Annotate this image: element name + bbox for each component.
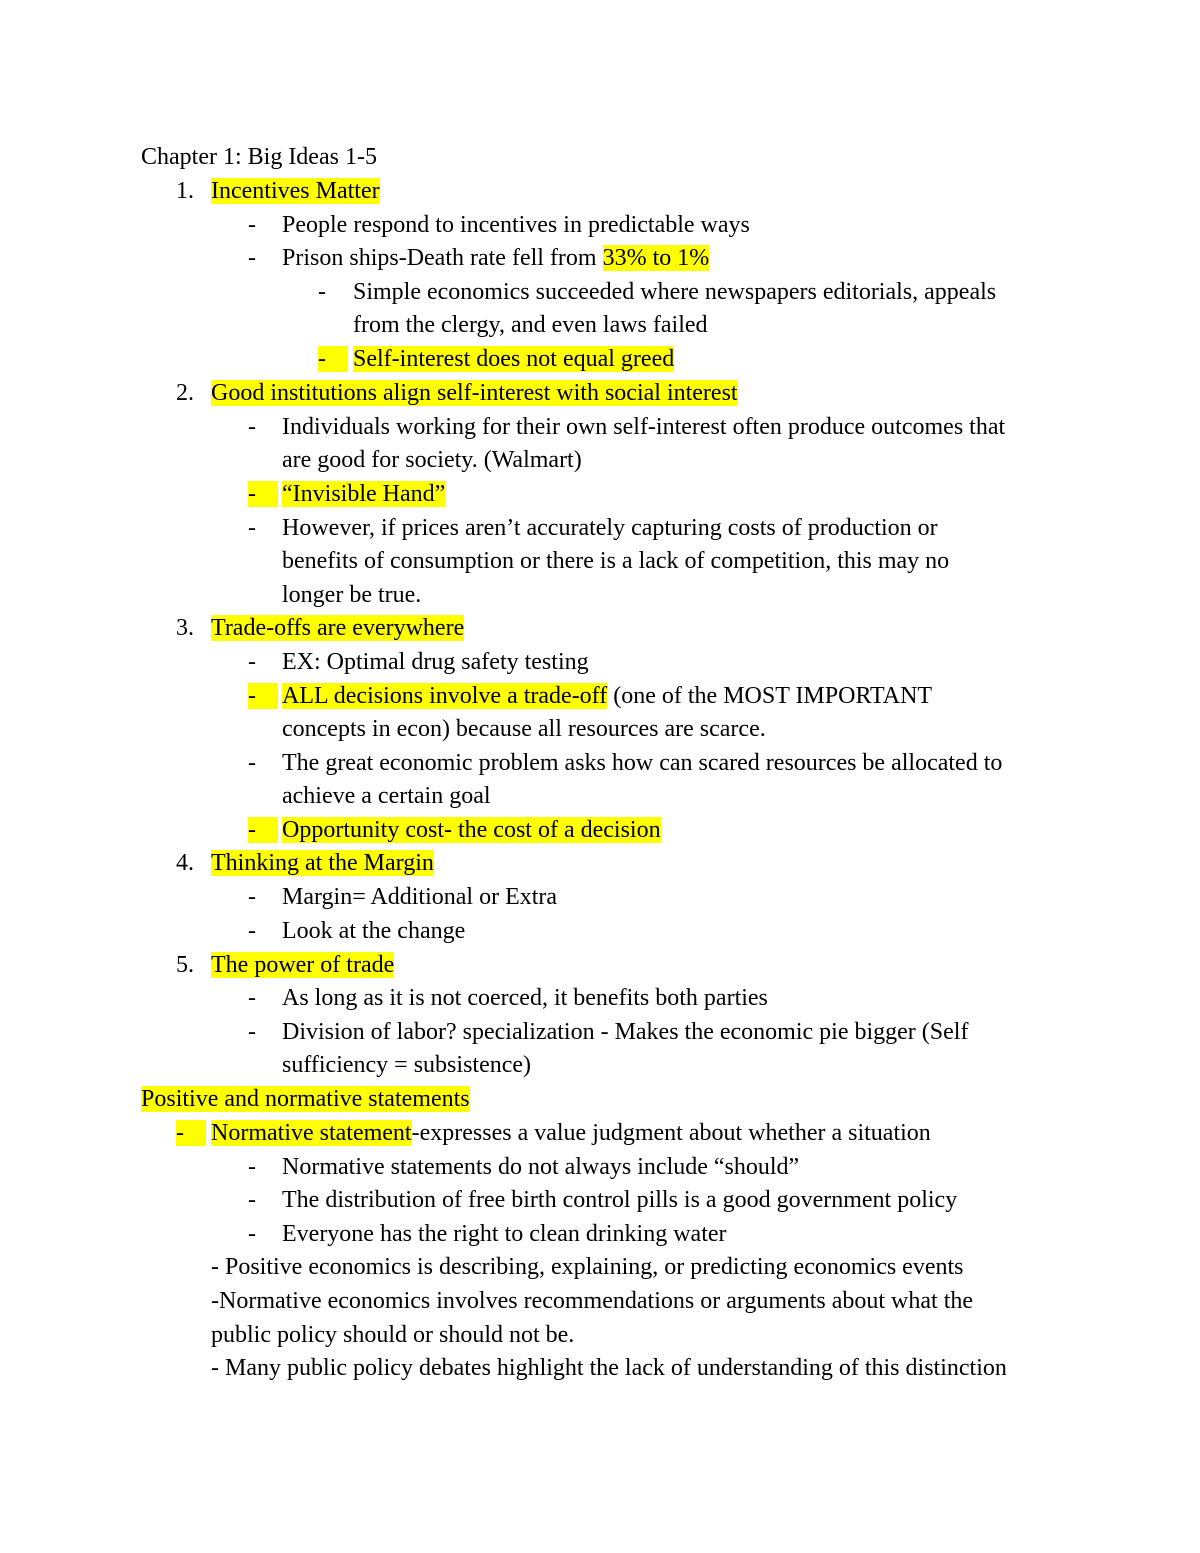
- idea-1-subpoint-2: [353, 345, 674, 373]
- idea-2-point-1-cont: are good for society. (Walmart): [282, 447, 582, 473]
- bullet-marker: -: [318, 279, 326, 305]
- page-title: Chapter 1: Big Ideas 1-5: [141, 144, 377, 170]
- bullet-marker: -: [248, 884, 256, 910]
- normative-economics-note-cont: public policy should or should not be.: [211, 1322, 575, 1348]
- normative-economics-note: -Normative economics involves recommendations or arguments about what the: [211, 1288, 974, 1314]
- idea-1-heading: [211, 177, 380, 205]
- opportunity-cost-highlight: Opportunity cost- the cost of a decision: [282, 817, 661, 843]
- bullet-marker: -: [248, 750, 256, 776]
- bullet-marker: -: [248, 649, 256, 675]
- idea-5-heading-text: The power of trade: [211, 952, 395, 978]
- death-rate-highlight: 33% to 1%: [602, 245, 710, 271]
- idea-3-point-2-cont: concepts in econ) because all resources are scarce.: [282, 716, 766, 742]
- idea-2-number: 2.: [176, 380, 194, 406]
- invisible-hand-highlight: “Invisible Hand”: [282, 481, 446, 507]
- idea-5-point-2-cont: sufficiency = subsistence): [282, 1052, 532, 1078]
- bullet-marker: -: [248, 1154, 256, 1180]
- idea-3-point-3-cont: achieve a certain goal: [282, 783, 491, 809]
- idea-4-point-2: Look at the change: [282, 918, 466, 944]
- section-heading: [141, 1085, 470, 1113]
- bullet-marker: [248, 816, 278, 844]
- bullet-marker-highlight: -: [318, 346, 348, 372]
- self-interest-highlight: Self-interest does not equal greed: [353, 346, 675, 372]
- bullet-marker-highlight: -: [176, 1120, 206, 1146]
- idea-1-point-2-text: Prison ships-Death rate fell from: [282, 245, 603, 271]
- idea-1-subpoint-1-cont: from the clergy, and even laws failed: [353, 312, 708, 338]
- normative-definition-text: -expresses a value judgment about whether a situation: [411, 1120, 931, 1146]
- idea-1-number: 1.: [176, 178, 194, 204]
- bullet-marker: -: [248, 918, 256, 944]
- bullet-marker: [248, 480, 278, 508]
- idea-5-number: 5.: [176, 952, 194, 978]
- bullet-marker: -: [248, 515, 256, 541]
- bullet-marker: [318, 345, 348, 373]
- idea-1-subpoint-1: Simple economics succeeded where newspapers editorials, appeals: [353, 279, 997, 305]
- bullet-marker-highlight: -: [248, 683, 278, 709]
- idea-2-point-3-cont-1: benefits of consumption or there is a lack of competition, this may no: [282, 548, 950, 574]
- idea-2-point-1: Individuals working for their own self-interest often produce outcomes that: [282, 414, 1006, 440]
- bullet-marker: [248, 682, 278, 710]
- idea-1-heading-text: Incentives Matter: [211, 178, 380, 204]
- idea-3-point-3: The great economic problem asks how can scared resources be allocated to: [282, 750, 1003, 776]
- section-heading-text: Positive and normative statements: [141, 1086, 470, 1112]
- idea-3-heading: [211, 614, 464, 642]
- idea-4-heading-text: Thinking at the Margin: [211, 850, 434, 876]
- normative-example-2: The distribution of free birth control pills is a good government policy: [282, 1187, 958, 1213]
- bullet-marker-highlight: -: [248, 481, 278, 507]
- bullet-marker: -: [248, 1019, 256, 1045]
- bullet-marker: -: [248, 1187, 256, 1213]
- policy-debate-note: - Many public policy debates highlight the lack of understanding of this distinction: [211, 1355, 1007, 1381]
- idea-1-point-2: [282, 244, 709, 272]
- bullet-marker: -: [248, 414, 256, 440]
- idea-2-point-3: However, if prices aren’t accurately capturing costs of production or: [282, 515, 938, 541]
- normative-definition: [211, 1119, 931, 1147]
- bullet-marker: [176, 1119, 206, 1147]
- idea-2-point-3-cont-2: longer be true.: [282, 582, 422, 608]
- bullet-marker: -: [248, 245, 256, 271]
- bullet-marker: -: [248, 1221, 256, 1247]
- idea-3-point-2: [282, 682, 932, 710]
- idea-3-number: 3.: [176, 615, 194, 641]
- normative-term-highlight: Normative statement: [211, 1120, 412, 1146]
- idea-4-heading: [211, 849, 434, 877]
- idea-2-point-2: [282, 480, 445, 508]
- idea-3-point-4: [282, 816, 661, 844]
- bullet-marker: -: [248, 212, 256, 238]
- idea-4-point-1: Margin= Additional or Extra: [282, 884, 558, 910]
- normative-example-3: Everyone has the right to clean drinking water: [282, 1221, 727, 1247]
- idea-5-point-1: As long as it is not coerced, it benefits both parties: [282, 985, 768, 1011]
- idea-3-point-2-rest: (one of the MOST IMPORTANT: [607, 683, 933, 709]
- idea-5-heading: [211, 951, 394, 979]
- idea-3-point-1: EX: Optimal drug safety testing: [282, 649, 589, 675]
- idea-5-point-2: Division of labor? specialization - Makes the economic pie bigger (Self: [282, 1019, 969, 1045]
- idea-3-heading-text: Trade-offs are everywhere: [211, 615, 465, 641]
- positive-economics-note: - Positive economics is describing, explaining, or predicting economics events: [211, 1254, 964, 1280]
- idea-2-heading: [211, 379, 738, 407]
- bullet-marker-highlight: -: [248, 817, 278, 843]
- all-decisions-highlight: ALL decisions involve a trade-off: [282, 683, 608, 709]
- idea-2-heading-text: Good institutions align self-interest with social interest: [211, 380, 738, 406]
- normative-example-1: Normative statements do not always include “should”: [282, 1154, 800, 1180]
- idea-1-point-1: People respond to incentives in predictable ways: [282, 212, 750, 238]
- bullet-marker: -: [248, 985, 256, 1011]
- idea-4-number: 4.: [176, 850, 194, 876]
